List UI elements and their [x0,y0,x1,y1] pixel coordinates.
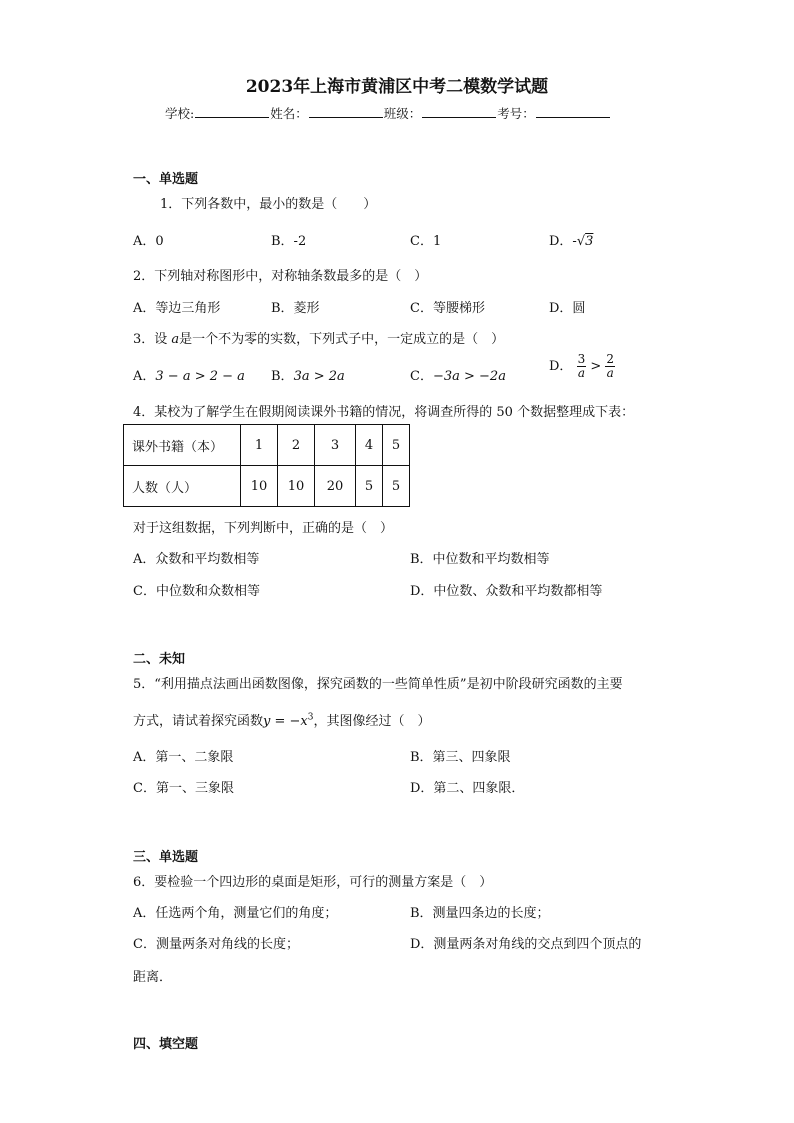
q3-option-a-label: A． [133,369,156,384]
section-heading-4: 四、填空题 [133,1037,199,1052]
q5-option-c: C．第一、三象限 [133,781,234,796]
exam-no-blank[interactable] [536,105,610,118]
q4-option-a: A．众数和平均数相等 [133,552,260,567]
q5-stem-line2 [133,710,431,729]
q5-option-b: B．第三、四象限 [410,750,511,765]
q3-option-c-label: C． [410,369,433,384]
q3-option-c [410,365,506,384]
table-cell: 2 [278,425,315,466]
q3-d-relation: > [590,359,602,374]
table-row-header: 人数（人） [124,466,241,507]
q3-d-den1: a [577,366,585,380]
table-cell: 3 [315,425,356,466]
q5-option-a: A．第一、二象限 [133,750,234,765]
page-title: 2023年上海市黄浦区中考二模数学试题 [245,77,549,97]
table-cell: 20 [315,466,356,507]
table-cell: 5 [383,425,410,466]
table-cell: 4 [356,425,383,466]
q2-option-d: D．圆 [549,301,586,316]
q3-option-a-expr: 3 − a > 2 − a [155,369,245,384]
q2-option-b: B．菱形 [271,301,320,316]
student-info-line [165,104,611,122]
q1-option-a: A．0 [133,234,164,249]
school-label: 学校: [165,106,195,121]
section-heading-3: 三、单选题 [133,850,199,865]
q6-option-d: D．测量两条对角线的交点到四个顶点的 [410,937,642,952]
name-label: 姓名： [270,106,308,121]
table-row [124,466,410,507]
q3-option-d-label: D． [549,359,573,374]
q4-option-c: C．中位数和众数相等 [133,584,260,599]
q3-d-num1: 3 [577,352,586,366]
q3-option-b-expr: 3a > 2a [293,369,345,384]
q3-stem-suffix: 是一个不为零的实数，下列式子中，一定成立的是（ ） [179,332,505,347]
q1-option-d-radicand: 3 [585,234,594,249]
table-cell: 5 [356,466,383,507]
q3-option-c-expr: −3a > −2a [432,369,506,384]
q1-option-d: D．-√3 [549,234,594,249]
q3-option-b-label: B． [271,369,294,384]
q6-option-c: C．测量两条对角线的长度； [133,937,299,952]
q3-stem [133,328,504,347]
q5-line2-suffix: ，其图像经过（ ） [313,714,431,729]
section-heading-1: 一、单选题 [133,172,199,187]
reading-data-table [123,424,410,507]
q3-d-num2: 2 [606,352,615,366]
q3-stem-var: a [171,332,180,347]
class-label: 班级： [383,106,422,121]
q3-option-d-fraction-1 [577,353,587,380]
table-row-header: 课外书籍（本） [124,425,241,466]
q3-stem-prefix: 3．设 [133,332,172,347]
section-heading-2: 二、未知 [133,652,186,667]
table-row [124,425,410,466]
q3-option-b [271,365,345,384]
q3-option-d [549,353,615,380]
q2-stem: 2．下列轴对称图形中，对称轴条数最多的是（ ） [133,269,428,284]
q1-option-c: C．1 [410,234,442,249]
q6-option-a: A．任选两个角，测量它们的角度； [133,906,338,921]
q5-function-exponent: 3 [307,712,314,723]
q6-option-d-continued: 距离． [133,970,173,985]
q1-option-b: B．-2 [271,234,307,249]
table-cell: 1 [241,425,278,466]
school-blank[interactable] [195,105,269,118]
q6-option-b: B．测量四条边的长度； [410,906,550,921]
table-cell: 5 [383,466,410,507]
q4-option-d: D．中位数、众数和平均数都相等 [410,584,603,599]
q5-function-expr: y = −x [263,714,308,729]
name-blank[interactable] [309,105,383,118]
q6-stem: 6．要检验一个四边形的桌面是矩形，可行的测量方案是（ ） [133,875,493,890]
table-cell: 10 [241,466,278,507]
table-cell: 10 [278,466,315,507]
q2-option-a: A．等边三角形 [133,301,221,316]
q4-option-b: B．中位数和平均数相等 [410,552,550,567]
q5-option-d: D．第二、四象限． [410,781,525,796]
exam-no-label: 考号： [497,106,535,121]
q4-question: 对于这组数据，下列判断中，正确的是（ ） [133,521,394,536]
q1-option-d-prefix: D．- [549,234,577,249]
q3-d-den2: a [606,366,614,380]
q4-stem: 4．某校为了解学生在假期阅读课外书籍的情况，将调查所得的 50 个数据整理成下表： [133,405,635,420]
q3-option-a [133,365,245,384]
q3-option-d-fraction-2 [605,353,615,380]
q2-option-c: C．等腰梯形 [410,301,485,316]
q1-stem: 1．下列各数中，最小的数是（ ） [160,197,377,212]
q5-stem-line1: 5．“利用描点法画出函数图像，探究函数的一些简单性质”是初中阶段研究函数的主要 [133,677,623,692]
q5-line2-prefix: 方式，请试着探究函数 [133,714,264,729]
class-blank[interactable] [422,105,496,118]
